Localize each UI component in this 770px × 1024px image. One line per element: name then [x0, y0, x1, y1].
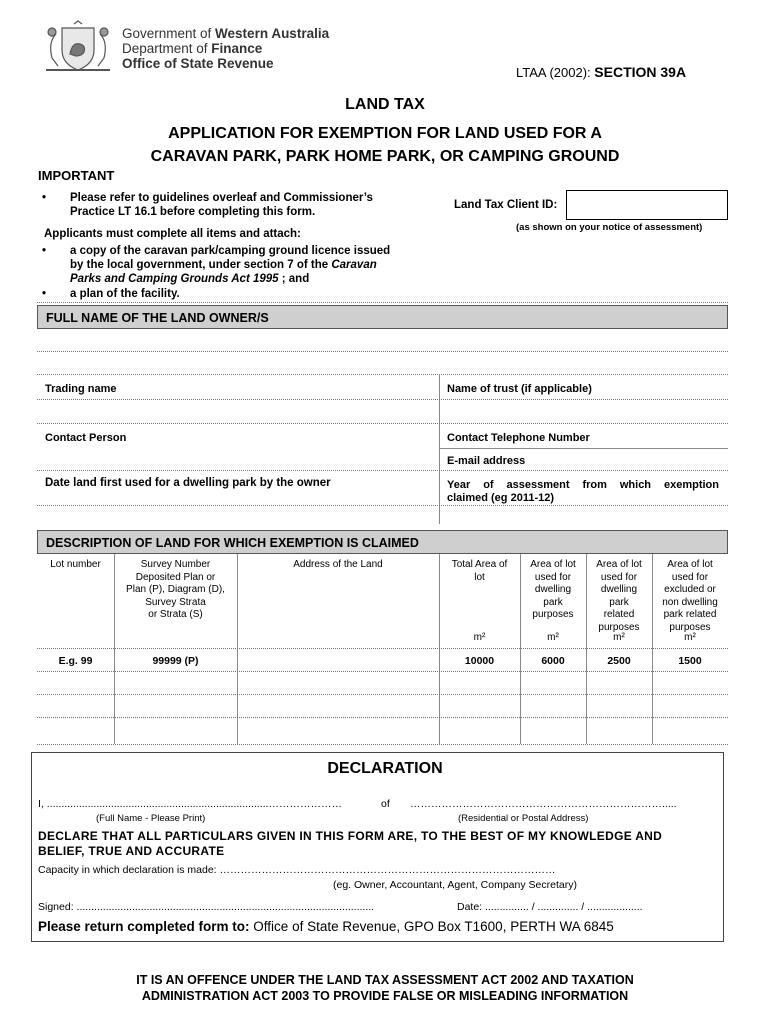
subtitle-line-2: CARAVAN PARK, PARK HOME PARK, OR CAMPING GROUND	[150, 148, 620, 165]
col-address: Address of the Land	[293, 559, 383, 570]
bullet-2-line-2: by the local government, under section 7 of the	[70, 259, 332, 271]
col-related-line: purposes	[598, 621, 640, 633]
example-related: 2500	[607, 655, 631, 667]
divider	[439, 448, 728, 449]
declaration-title: DECLARATION	[327, 760, 443, 777]
form-title: LAND TAX	[345, 96, 425, 113]
bullet-2-act-name: Caravan	[331, 259, 377, 271]
land-section-heading: DESCRIPTION OF LAND FOR WHICH EXEMPTION IS CLAIMED	[37, 530, 728, 554]
col-dwelling-line: park	[543, 596, 563, 608]
year-assessment-label	[447, 479, 719, 505]
contact-person-label: Contact Person	[45, 432, 127, 444]
bullet-2-line-3: ; and	[278, 273, 310, 285]
land-row-3[interactable]	[37, 718, 728, 743]
dept-name: Finance	[211, 41, 263, 56]
address-note: (Residential or Postal Address)	[458, 813, 589, 824]
date-field[interactable]: Date: ............... / .............. / ...................	[457, 901, 643, 913]
capacity-field[interactable]: Capacity in which declaration is made: ……………………………………………………………………………………	[38, 864, 556, 876]
col-dwelling-line: Area of lot	[530, 559, 576, 570]
instruction-bullet-2	[42, 244, 462, 286]
offence-line-2: ADMINISTRATION ACT 2003 TO PROVIDE FALSE OR MISLEADING INFORMATION	[141, 989, 629, 1003]
bullet-2-line-1: a copy of the caravan park/camping ground licence issued	[70, 245, 391, 257]
bullet-dot: •	[42, 288, 47, 300]
col-survey-line: or Strata (S)	[148, 609, 203, 620]
section-reference	[516, 64, 686, 80]
year-assessment-field[interactable]	[440, 506, 728, 528]
example-excluded: 1500	[678, 655, 702, 667]
example-dwelling: 6000	[541, 655, 565, 667]
declaration-statement-line-1: DECLARE THAT ALL PARTICULARS GIVEN IN THIS FORM ARE, TO THE BEST OF MY KNOWLEDGE AND	[38, 829, 663, 843]
col-dwelling-line: purposes	[532, 609, 574, 620]
col-excluded-line: non dwelling	[662, 596, 718, 608]
applicants-instruction: Applicants must complete all items and attach:	[44, 228, 301, 240]
divider	[37, 302, 728, 303]
full-name-note: (Full Name - Please Print)	[96, 813, 206, 824]
col-survey-line: Deposited Plan or	[135, 571, 216, 583]
owner-name-field-2[interactable]	[37, 352, 728, 374]
col-lot-number: Lot number	[50, 559, 101, 570]
date-first-used-field[interactable]	[37, 506, 439, 528]
offence-line-1: IT IS AN OFFENCE UNDER THE LAND TAX ASSESSMENT ACT 2002 AND TAXATION	[136, 973, 634, 987]
col-related-line: related	[603, 609, 635, 620]
declaration-statement-line-2: BELIEF, TRUE AND ACCURATE	[38, 844, 225, 858]
example-survey: 99999 (P)	[152, 655, 199, 667]
bullet-dot: •	[42, 245, 47, 257]
important-heading: IMPORTANT	[38, 168, 115, 183]
divider	[37, 423, 728, 424]
trading-name-field[interactable]	[37, 400, 439, 422]
office-name: Office of State Revenue	[122, 56, 274, 71]
instruction-bullet-1	[42, 191, 442, 219]
instruction-bullet-3	[42, 287, 342, 301]
signature-field[interactable]: Signed: ......................................................................................................	[38, 901, 375, 913]
divider	[37, 648, 728, 649]
col-excluded-line: used for	[671, 571, 709, 583]
example-total: 10000	[464, 655, 495, 667]
col-survey-line: Survey Number	[140, 559, 211, 570]
email-label: E-mail address	[447, 455, 526, 467]
trust-name-label: Name of trust (if applicable)	[447, 383, 592, 395]
declaration-statement	[38, 829, 718, 859]
unit-excluded: m²	[684, 632, 696, 643]
declarant-name-field[interactable]: I, ............................................................................…………………	[38, 798, 342, 810]
trading-name-label: Trading name	[45, 383, 117, 395]
return-label: Please return completed form to:	[38, 919, 250, 934]
return-instruction	[38, 919, 614, 934]
section-prefix: LTAA (2002):	[516, 65, 595, 80]
col-survey-number	[114, 559, 237, 622]
divider	[37, 374, 728, 375]
col-related-area	[586, 559, 652, 634]
col-total-line: lot	[474, 571, 485, 583]
divider	[37, 470, 728, 471]
land-row-1[interactable]	[37, 672, 728, 694]
col-excluded-line: purposes	[669, 621, 711, 633]
gov-prefix: Government of	[122, 26, 216, 41]
col-dwelling-line: dwelling	[534, 584, 572, 595]
col-related-line: used for	[600, 571, 638, 583]
divider	[37, 744, 728, 745]
example-lot: E.g. 99	[58, 655, 93, 667]
bullet-1-line-2: Practice LT 16.1 before completing this form.	[70, 206, 316, 218]
col-related-line: park	[609, 596, 629, 608]
agency-name-block	[122, 26, 329, 71]
bullet-1-line-1: Please refer to guidelines overleaf and Commissioner’s	[70, 192, 373, 204]
col-excluded-line: excluded or	[664, 584, 716, 595]
owner-section-heading: FULL NAME OF THE LAND OWNER/S	[37, 305, 728, 329]
unit-dwelling: m²	[547, 632, 559, 643]
declarant-address-field[interactable]: ……………………………………………………………….....	[410, 798, 677, 810]
unit-related: m²	[613, 632, 625, 643]
col-total-area	[439, 559, 520, 584]
gov-state: Western Australia	[215, 26, 330, 41]
client-id-note: (as shown on your notice of assessment)	[516, 222, 703, 233]
client-id-field[interactable]	[566, 190, 728, 220]
bullet-3-text: a plan of the facility.	[70, 288, 180, 300]
date-first-used-label: Date land first used for a dwelling park by the owner	[45, 477, 331, 489]
contact-person-field[interactable]	[37, 446, 439, 468]
col-excluded-area	[652, 559, 728, 634]
column-divider	[439, 374, 440, 524]
col-survey-line: Survey Strata	[145, 596, 206, 608]
subtitle-line-1: APPLICATION FOR EXEMPTION FOR LAND USED FOR A	[168, 125, 602, 142]
contact-phone-label: Contact Telephone Number	[447, 432, 590, 444]
year-assessment-line-1: Year of assessment from which exemption	[447, 479, 719, 491]
dept-prefix: Department of	[122, 41, 212, 56]
year-assessment-line-2: claimed (eg 2011-12)	[447, 492, 555, 504]
form-subtitle	[0, 122, 770, 168]
col-excluded-line: park related	[663, 609, 717, 620]
offence-warning	[0, 972, 770, 1004]
trust-name-field[interactable]	[440, 400, 728, 422]
col-survey-line: Plan (P), Diagram (D),	[126, 584, 225, 595]
col-dwelling-area	[520, 559, 586, 622]
col-dwelling-line: used for	[534, 571, 572, 583]
bullet-2-act-name-cont: Parks and Camping Grounds Act 1995	[70, 273, 279, 285]
land-row-2[interactable]	[37, 695, 728, 717]
client-id-label: Land Tax Client ID:	[454, 199, 558, 211]
of-label: of	[381, 798, 390, 810]
unit-total: m²	[473, 632, 486, 643]
wa-crest-logo	[40, 20, 116, 76]
col-related-line: Area of lot	[596, 559, 642, 570]
bullet-dot: •	[42, 192, 47, 204]
owner-name-field-1[interactable]	[37, 329, 728, 351]
return-address: Office of State Revenue, GPO Box T1600, PERTH WA 6845	[249, 919, 614, 934]
col-total-line: Total Area of	[451, 559, 508, 570]
col-related-line: dwelling	[600, 584, 638, 595]
section-number: SECTION 39A	[594, 64, 687, 80]
capacity-note: (eg. Owner, Accountant, Agent, Company Secretary)	[333, 879, 577, 891]
col-excluded-line: Area of lot	[667, 559, 713, 570]
